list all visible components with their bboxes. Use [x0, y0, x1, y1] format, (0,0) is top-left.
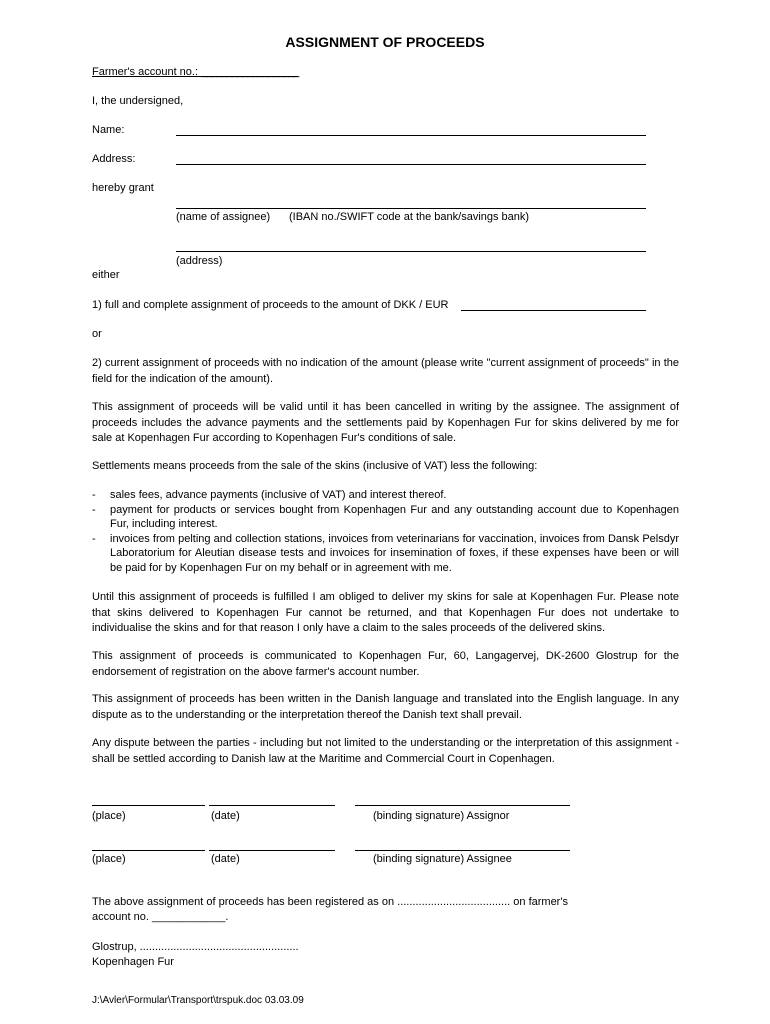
- registration-line-1: The above assignment of proceeds has been registered as on ..................................... on farmer's: [92, 896, 568, 908]
- communicated-paragraph: This assignment of proceeds is communicated to Kopenhagen Fur, 60, Langagervej, DK-2600 Glostrup for the endorsement of registration on the above farmer's account number.: [92, 650, 679, 678]
- validity-paragraph: This assignment of proceeds will be valid until it has been cancelled in writing by the assignee. The assignment of proceeds includes the advance payments and the settlements paid by Kopenhagen Fur for skins delivered by me for sale at Kopenhagen Fur according to Kopenhagen Fur's conditions of sale.: [92, 401, 679, 444]
- bullet-dash: -: [92, 503, 96, 516]
- place-line-assignee[interactable]: [92, 850, 205, 851]
- place-line-assignor[interactable]: [92, 805, 205, 806]
- dispute-paragraph: Any dispute between the parties - including but not limited to the understanding or the interpretation of this assignment - shall be settled according to Danish law at the Maritime and Commercial Court in Copenhagen.: [92, 737, 679, 765]
- signature-line-assignee[interactable]: [355, 850, 570, 851]
- footer-file-path: J:\Avler\Formular\Transport\trspuk.doc 03.03.09: [92, 995, 304, 1006]
- deduction-item: [92, 503, 679, 532]
- hereby-grant-text: hereby grant: [92, 182, 154, 194]
- settlements-paragraph: Settlements means proceeds from the sale of the skins (inclusive of VAT) less the following:: [92, 460, 538, 472]
- name-field-line[interactable]: [176, 135, 646, 136]
- date-caption: (date): [211, 853, 240, 865]
- assignee-caption: (name of assignee): [176, 211, 271, 223]
- option-1-text: 1) full and complete assignment of proceeds to the amount of DKK / EUR: [92, 299, 449, 311]
- registration-line-2: account no. ____________.: [92, 911, 229, 923]
- bullet-dash: -: [92, 532, 96, 545]
- iban-caption: (IBAN no./SWIFT code at the bank/savings bank): [289, 211, 530, 223]
- assignee-field-line[interactable]: [176, 208, 646, 209]
- deductions-list: [92, 488, 679, 575]
- farmers-account-label: Farmer's account no.:: [92, 66, 199, 78]
- deduction-text: payment for products or services bought from Kopenhagen Fur and any outstanding account due to Kopenhagen Fur, including interest.: [110, 503, 679, 530]
- option-2-paragraph: 2) current assignment of proceeds with no indication of the amount (please write "current assignment of proceeds" in the field for the indication of the amount).: [92, 357, 679, 385]
- deduction-text: invoices from pelting and collection stations, invoices from veterinarians for vaccination, invoices from Dansk Pelsdyr Laboratorium for Aleutian disease tests and invoices for insemination of foxes, if these expenses have been or will be paid for by Kopenhagen Fur on my behalf or in agreement with me.: [110, 532, 679, 574]
- farmers-account-blank: ___________________: [201, 66, 299, 78]
- farmers-account-line: [92, 66, 298, 79]
- signature-line-assignor[interactable]: [355, 805, 570, 806]
- date-caption: (date): [211, 810, 240, 822]
- assignee-address-line[interactable]: [176, 251, 646, 252]
- deduction-text: sales fees, advance payments (inclusive of VAT) and interest thereof.: [110, 489, 447, 501]
- name-label: Name:: [92, 124, 125, 136]
- address-label: Address:: [92, 153, 136, 165]
- assignee-signature-caption: (binding signature) Assignee: [373, 853, 512, 865]
- bullet-dash: -: [92, 489, 96, 501]
- or-text: or: [92, 328, 102, 340]
- document-title: ASSIGNMENT OF PROCEEDS: [285, 34, 485, 50]
- obligation-paragraph: Until this assignment of proceeds is fulfilled I am obliged to deliver my skins for sale at Kopenhagen Fur. Please note that skins delivered to Kopenhagen Fur cannot be returned, and that Kopenhagen Fur does not undertake to individualise the skins and for that reason I only have a claim to the sales proceeds of the delivered skins.: [92, 591, 679, 634]
- deduction-item: [92, 532, 679, 576]
- assignor-signature-caption: (binding signature) Assignor: [373, 810, 510, 822]
- language-paragraph: This assignment of proceeds has been written in the Danish language and translated into the English language. In any dispute as to the understanding or the interpretation thereof the Danish text shall prevail.: [92, 693, 679, 721]
- address-caption: (address): [176, 255, 223, 267]
- either-text: either: [92, 269, 120, 281]
- deduction-item: [92, 488, 679, 503]
- date-line-assignor[interactable]: [209, 805, 335, 806]
- amount-field-line[interactable]: [461, 310, 646, 311]
- glostrup-line: Glostrup, ....................................................: [92, 941, 299, 953]
- place-caption: (place): [92, 853, 126, 865]
- place-caption: (place): [92, 810, 126, 822]
- date-line-assignee[interactable]: [209, 850, 335, 851]
- address-field-line[interactable]: [176, 164, 646, 165]
- undersigned-text: I, the undersigned,: [92, 95, 184, 107]
- kopenhagen-fur-text: Kopenhagen Fur: [92, 956, 174, 968]
